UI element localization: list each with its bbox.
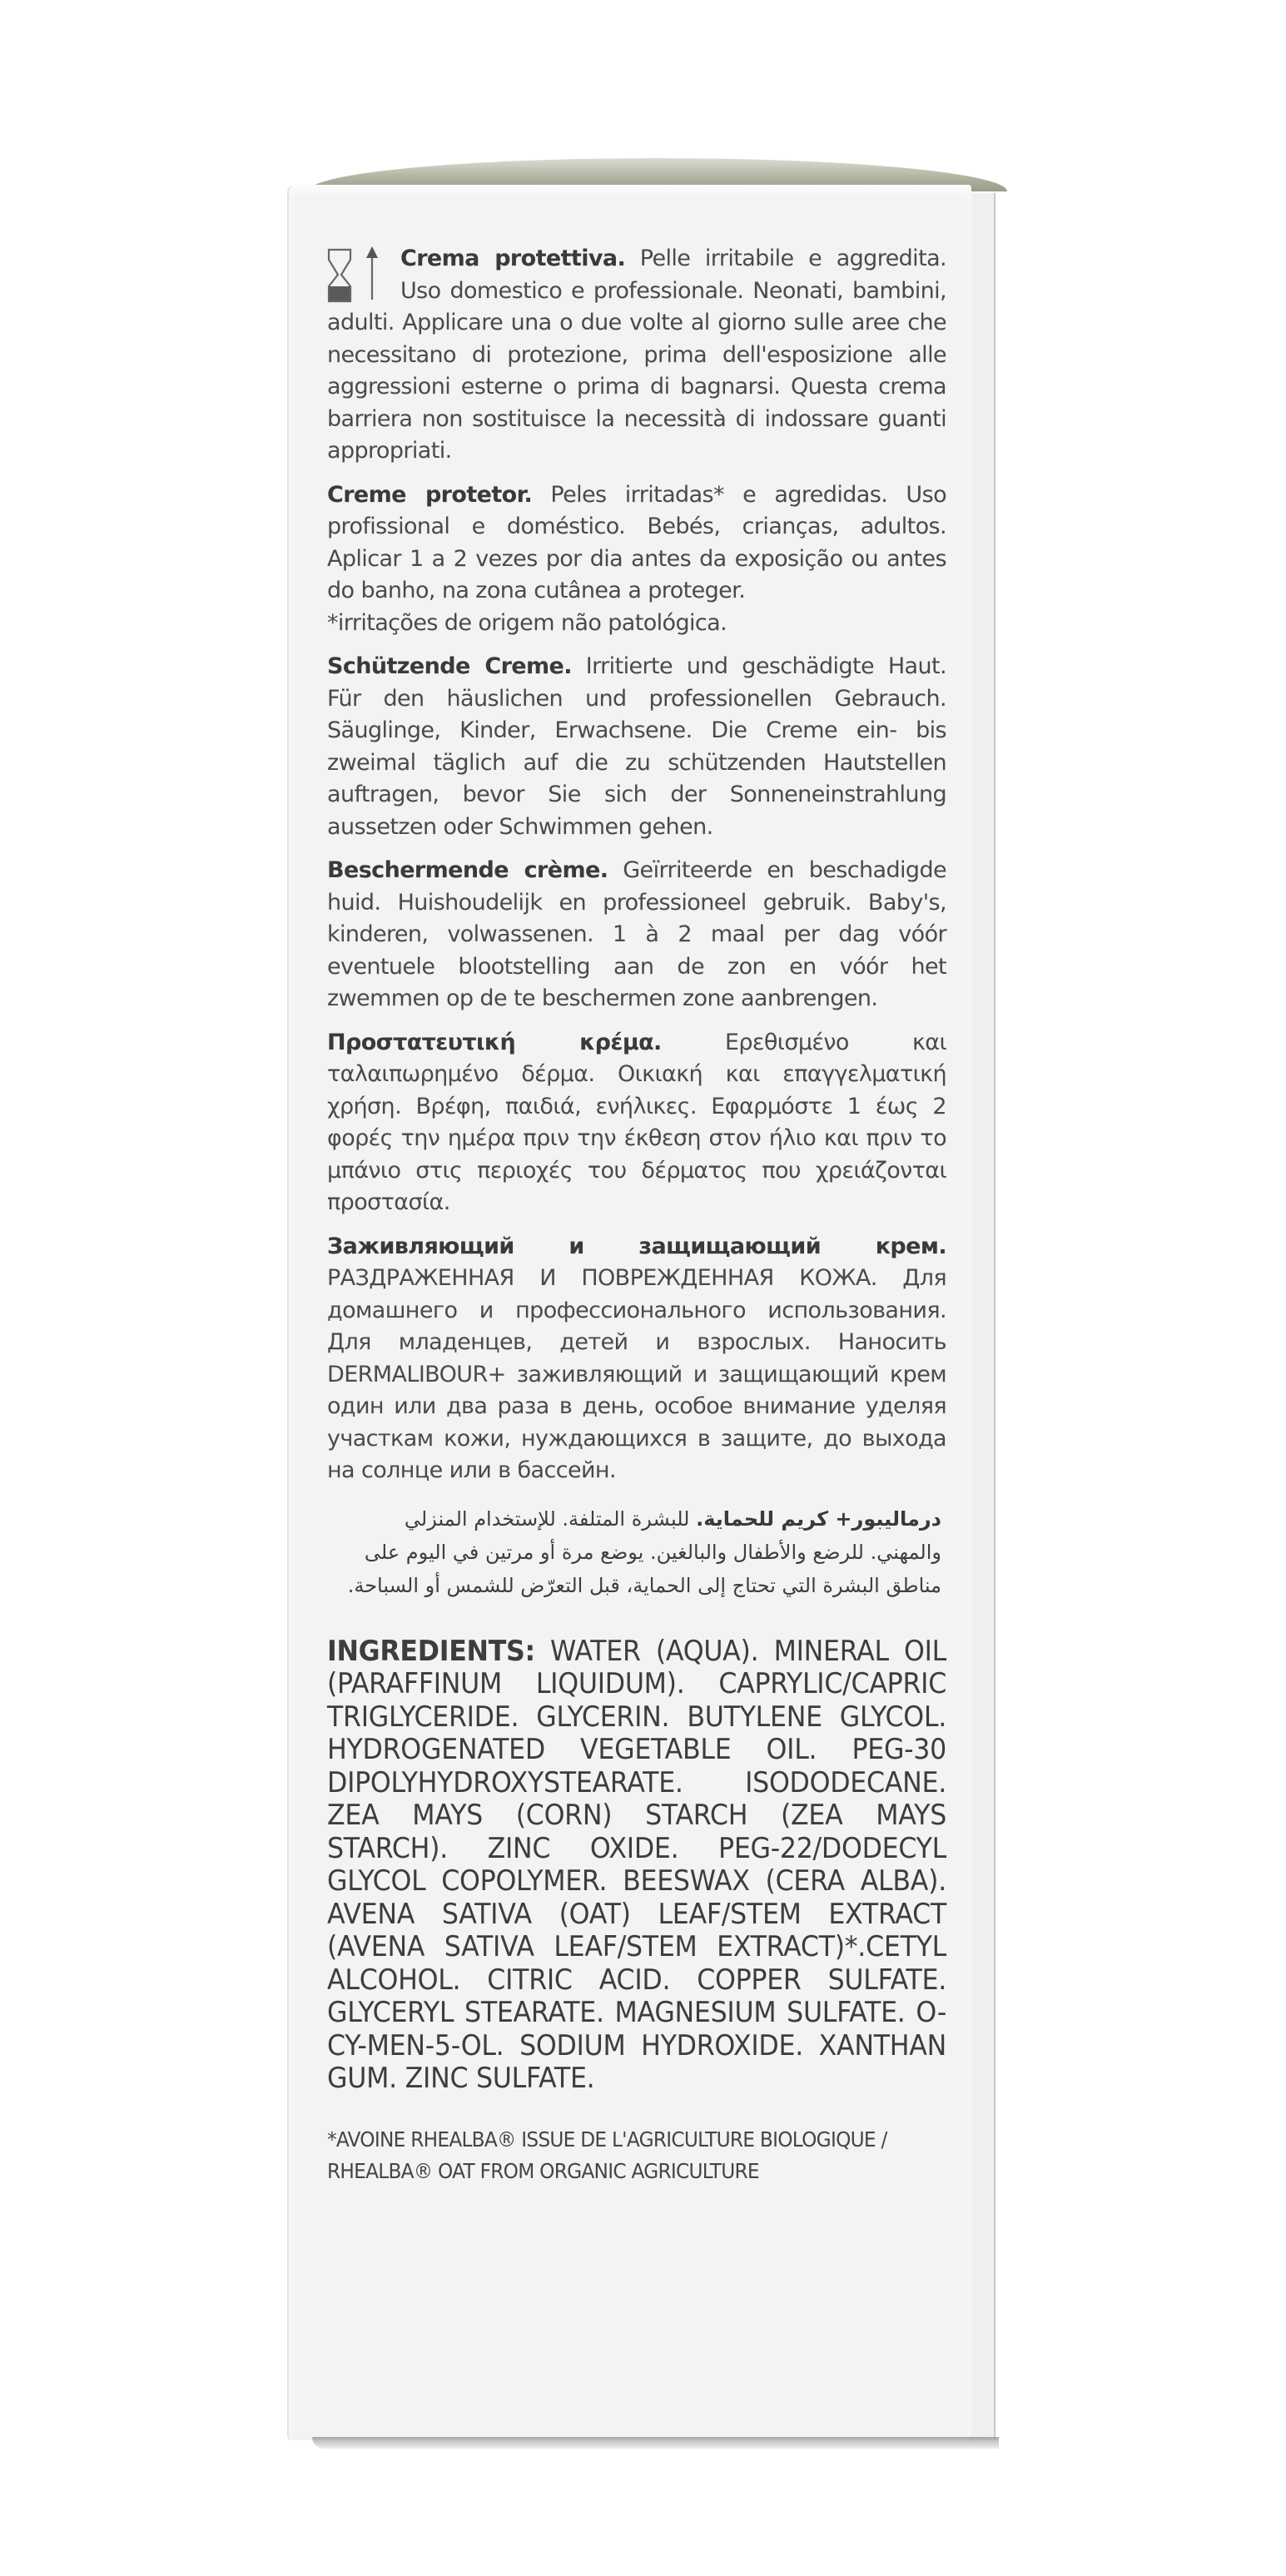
section-russian: [327, 1231, 946, 1487]
section-greek: [327, 1027, 946, 1219]
section-body: للبشرة المتلفة. للإستخدام المنزلي والمهني. للرضع والأطفال والبالغين. يوضع مرة أو مرتين في اليوم على مناطق البشرة التي تحتاج إلى الحماية، قبل التعرّض للشمس أو السباحة.: [347, 1506, 941, 1597]
section-note: *irritações de origem não patológica.: [327, 609, 727, 636]
ingredients-footnote: [327, 2124, 946, 2187]
section-heading: Beschermende crème.: [327, 857, 608, 883]
section-body: Irritierte und geschädigte Haut. Für den häuslichen und professionellen Gebrauch. Säuglinge, Kinder, Erwachsene. Die Creme ein- bis zweimal täglich auf die zu schützenden Hautstellen auftragen, bevor Sie sich der Sonneneinstrahlung aussetzen oder Schwimmen gehen.: [327, 653, 946, 840]
section-body: РАЗДРАЖЕННАЯ И ПОВРЕЖДЕННАЯ КОЖА. Для домашнего и профессионального использования. Для младенцев, детей и взрослых. Наносить DERMALIBOUR+ заживляющий и защищающий крем один или два раза в день, особое внимание уделяя участкам кожи, нуждающихся в защите, до выхода на солнце или в бассейн.: [327, 1265, 946, 1483]
label-text-block: [327, 243, 946, 2187]
footnote-line: RHEALBA® OAT FROM ORGANIC AGRICULTURE: [327, 2158, 759, 2183]
section-german: [327, 651, 946, 843]
section-heading: درماليبور+ كريم للحماية.: [696, 1506, 941, 1531]
symbols-group: [327, 243, 395, 306]
hourglass-icon: [327, 248, 352, 303]
footnote-line: *AVOINE RHEALBA® ISSUE DE L'AGRICULTURE BIOLOGIQUE /: [327, 2127, 887, 2152]
section-body: Ερεθισμένο και ταλαιπωρημένο δέρμα. Οικιακή και επαγγελματική χρήση. Βρέφη, παιδιά, ενήλικες. Εφαρμόστε 1 έως 2 φορές την ημέρα πριν την έκθεση στον ήλιο και πριν το μπάνιο στις περιοχές του δέρματος που χρειάζονται προστασία.: [327, 1029, 946, 1215]
arrow-up-icon: [364, 246, 380, 301]
ingredients-text: WATER (AQUA). MINERAL OIL (PARAFFINUM LIQUIDUM). CAPRYLIC/CAPRIC TRIGLYCERIDE. GLYCERIN. BUTYLENE GLYCOL. HYDROGENATED VEGETABLE OIL. PEG-30 DIPOLYHYDROXYSTEARATE. ISODODECANE. ZEA MAYS (CORN) STARCH (ZEA MAYS STARCH). ZINC OXIDE. PEG-22/DODECYL GLYCOL COPOLYMER. BEESWAX (CERA ALBA). AVENA SATIVA (OAT) LEAF/STEM EXTRACT (AVENA SATIVA LEAF/STEM EXTRACT)*.CETYL ALCOHOL. CITRIC ACID. COPPER SULFATE. GLYCERYL STEARATE. MAGNESIUM SULFATE. O-CY-MEN-5-OL. SODIUM HYDROXIDE. XANTHAN GUM. ZINC SULFATE.: [327, 1634, 946, 2095]
section-body: Peles irritadas* e agredidas. Uso profissional e doméstico. Bebés, crianças, adultos. Aplicar 1 a 2 vezes por dia antes da exposição ou antes do banho, na zona cutânea a proteger.: [327, 481, 946, 603]
section-heading: Crema protettiva.: [400, 246, 626, 271]
ingredients-label: INGREDIENTS:: [327, 1634, 535, 1668]
package-side-flap: [970, 193, 996, 2440]
section-heading: Προστατευτική κρέμα.: [327, 1029, 662, 1055]
section-heading: Schützende Creme.: [327, 653, 572, 679]
section-arabic: [327, 1502, 941, 1602]
section-dutch: [327, 855, 946, 1015]
section-heading: Заживляющий и защищающий крем.: [327, 1233, 946, 1259]
ingredients-list: [327, 1635, 946, 2096]
section-portuguese: [327, 479, 946, 640]
section-body: Pelle irritabile e aggredita. Uso domestico e professionale. Neonati, bambini, adulti. Applicare una o due volte al giorno sulle aree che necessitano di protezione, prima dell'esposizione alle aggressioni esterne o prima di bagnarsi. Questa crema barriera non sostituisce la necessità di indossare guanti appropriati.: [327, 246, 946, 464]
section-heading: Creme protetor.: [327, 481, 533, 508]
section-body: Geïrriteerde en beschadigde huid. Huishoudelijk en professioneel gebruik. Baby's, kinderen, volwassenen. 1 à 2 maal per dag vóór eventuele blootstelling aan de zon en vóór het zwemmen op de te beschermen zone aanbrengen.: [327, 857, 946, 1011]
package-bottom-edge: [312, 2437, 999, 2449]
section-italian: [327, 243, 946, 468]
